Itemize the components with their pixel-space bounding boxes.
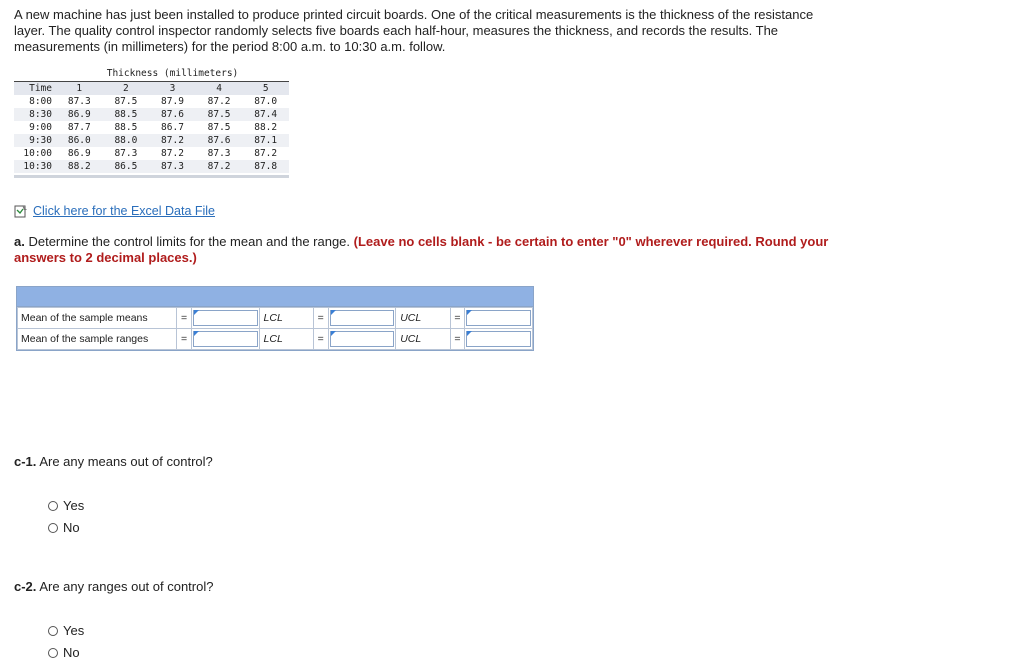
radio-button-icon[interactable]	[48, 648, 58, 658]
ranges-lcl-input[interactable]	[330, 331, 395, 347]
c1-yes-option[interactable]: Yes	[48, 498, 84, 513]
sample-header: 1	[56, 81, 103, 95]
grid-row-means: Mean of the sample means = LCL = UCL =	[18, 308, 533, 329]
sample-header: 4	[196, 81, 243, 95]
c2-yes-option[interactable]: Yes	[48, 623, 84, 638]
table-row: 8:30 86.9 88.5 87.6 87.5 87.4	[14, 108, 289, 121]
lcl-label: LCL	[259, 308, 313, 329]
table-row: 9:00 87.7 88.5 86.7 87.5 88.2	[29, 121, 278, 133]
excel-link-text[interactable]: Click here for the Excel Data File	[33, 204, 216, 218]
question-a: a. Determine the control limits for the mean and the range. (Leave no cells blank - be certain to enter "0" wherever required. Round your answers to 2 decimal places.)	[14, 234, 829, 265]
row-label: Mean of the sample means	[18, 308, 177, 329]
excel-data-link[interactable]	[14, 204, 215, 218]
question-c2: c-2. Are any ranges out of control?	[14, 579, 214, 594]
table-row: 10:00 86.9 87.3 87.2 87.3 87.2	[23, 147, 278, 159]
ranges-ucl-input[interactable]	[466, 331, 531, 347]
lcl-label: LCL	[259, 329, 313, 350]
means-lcl-input[interactable]	[330, 310, 395, 326]
sample-header: 3	[149, 81, 196, 95]
thickness-data-table	[14, 67, 289, 178]
means-ucl-input[interactable]	[466, 310, 531, 326]
radio-button-icon[interactable]	[48, 523, 58, 533]
problem-intro: A new machine has just been installed to produce printed circuit boards. One of the critical measurements is the thickness of the resistance layer. The quality control inspector randomly selects five boards each half-hour, measures the thickness, and records the results. The measurements (in millimeters) for the period 8:00 a.m. to 10:30 a.m. follow.	[14, 7, 814, 54]
excel-file-icon	[14, 204, 28, 218]
mean-of-ranges-input[interactable]	[193, 331, 258, 347]
c2-no-option[interactable]: No	[48, 645, 80, 660]
sample-header: 2	[103, 81, 150, 95]
grid-header-bar	[17, 287, 533, 307]
row-label: Mean of the sample ranges	[18, 329, 177, 350]
grid-row-ranges: Mean of the sample ranges = LCL = UCL =	[18, 329, 533, 350]
c1-no-option[interactable]: No	[48, 520, 80, 535]
radio-button-icon[interactable]	[48, 501, 58, 511]
table-bottom-bar	[14, 175, 289, 178]
ucl-label: UCL	[396, 308, 450, 329]
time-header: Time	[14, 81, 56, 95]
control-limits-grid	[16, 286, 534, 351]
group-header: Thickness (millimeters)	[56, 67, 289, 81]
ucl-label: UCL	[396, 329, 450, 350]
sample-header: 5	[242, 81, 289, 95]
radio-button-icon[interactable]	[48, 626, 58, 636]
rounding-note: (Leave no cells blank - be certain to enter "0" wherever required. Round your answers to 2 decimal places.)	[14, 234, 829, 265]
table-row: 10:30 88.2 86.5 87.3 87.2 87.8	[14, 160, 289, 173]
table-row: 8:00 87.3 87.5 87.9 87.2 87.0	[29, 95, 278, 107]
table-row: 9:30 86.0 88.0 87.2 87.6 87.1	[14, 134, 289, 147]
question-c1: c-1. Are any means out of control?	[14, 454, 213, 469]
mean-of-means-input[interactable]	[193, 310, 258, 326]
